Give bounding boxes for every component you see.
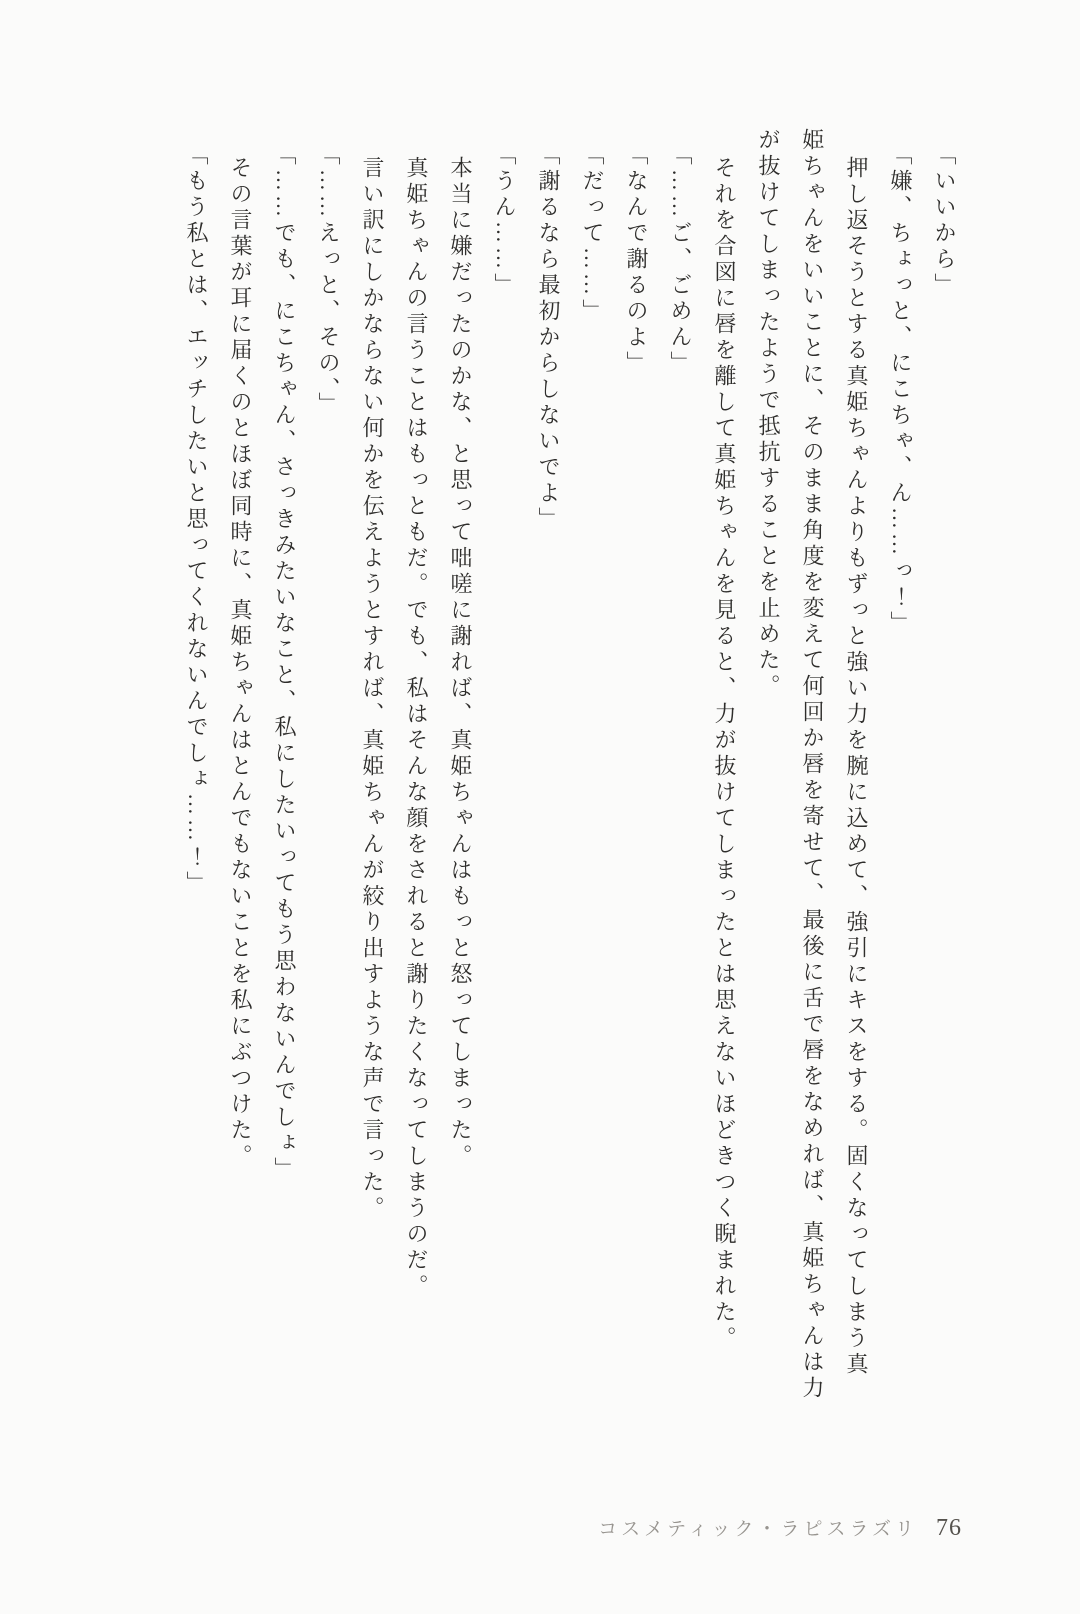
narrative-paragraph: 押し返そうとする真姫ちゃんよりもずっと強い力を腕に込めて、強引にキスをする。固くなってしまう真姫ちゃんをいいことに、そのまま角度を変えて何回か唇を寄せて、最後に舌で唇をなめれば、真姫ちゃんは力が抜けてしまったようで抵抗することを止めた。 xyxy=(756,128,869,1402)
narrative-paragraph: 本当に嫌だったのかな、と思って咄嗟に謝れば、真姫ちゃんはもっと怒ってしまった。 xyxy=(448,156,473,1170)
dialogue-line: 「もう私とは、エッチしたいと思ってくれないんでしょ……！」 xyxy=(184,143,209,897)
dialogue-line: 「……でも、にこちゃん、さっきみたいなこと、私にしたいってもう思わないんでしょ」 xyxy=(272,143,297,1183)
narrative-paragraph: 言い訳にしかならない何かを伝えようとすれば、真姫ちゃんが絞り出すような声で言った。 xyxy=(360,156,385,1222)
narrative-paragraph: 真姫ちゃんの言うことはもっともだ。でも、私はそんな顔をされると謝りたくなってしまうのだ。 xyxy=(404,156,429,1300)
dialogue-line: 「だって……」 xyxy=(580,143,605,325)
dialogue-line: 「謝るなら最初からしないでよ」 xyxy=(536,143,561,533)
dialogue-line: 「うん……」 xyxy=(492,143,517,299)
dialogue-line: 「いいから」 xyxy=(932,143,957,299)
running-title: コスメティック・ラピスラズリ xyxy=(598,1519,918,1540)
dialogue-line: 「嫌、ちょっと、にこちゃ、ん……っ！」 xyxy=(888,143,913,637)
dialogue-line: 「なんで謝るのよ」 xyxy=(624,143,649,377)
dialogue-line: 「……えっと、その、」 xyxy=(316,143,341,418)
page-text-block xyxy=(174,128,966,1403)
dialogue-line: 「……ご、ごめん」 xyxy=(668,143,693,377)
page-number: 76 xyxy=(936,1515,962,1541)
narrative-paragraph: それを合図に唇を離して真姫ちゃんを見ると、力が抜けてしまったとは思えないほどきつく睨まれた。 xyxy=(712,156,737,1352)
narrative-paragraph: その言葉が耳に届くのとほぼ同時に、真姫ちゃんはとんでもないことを私にぶつけた。 xyxy=(228,156,253,1170)
page-footer xyxy=(598,1514,962,1542)
